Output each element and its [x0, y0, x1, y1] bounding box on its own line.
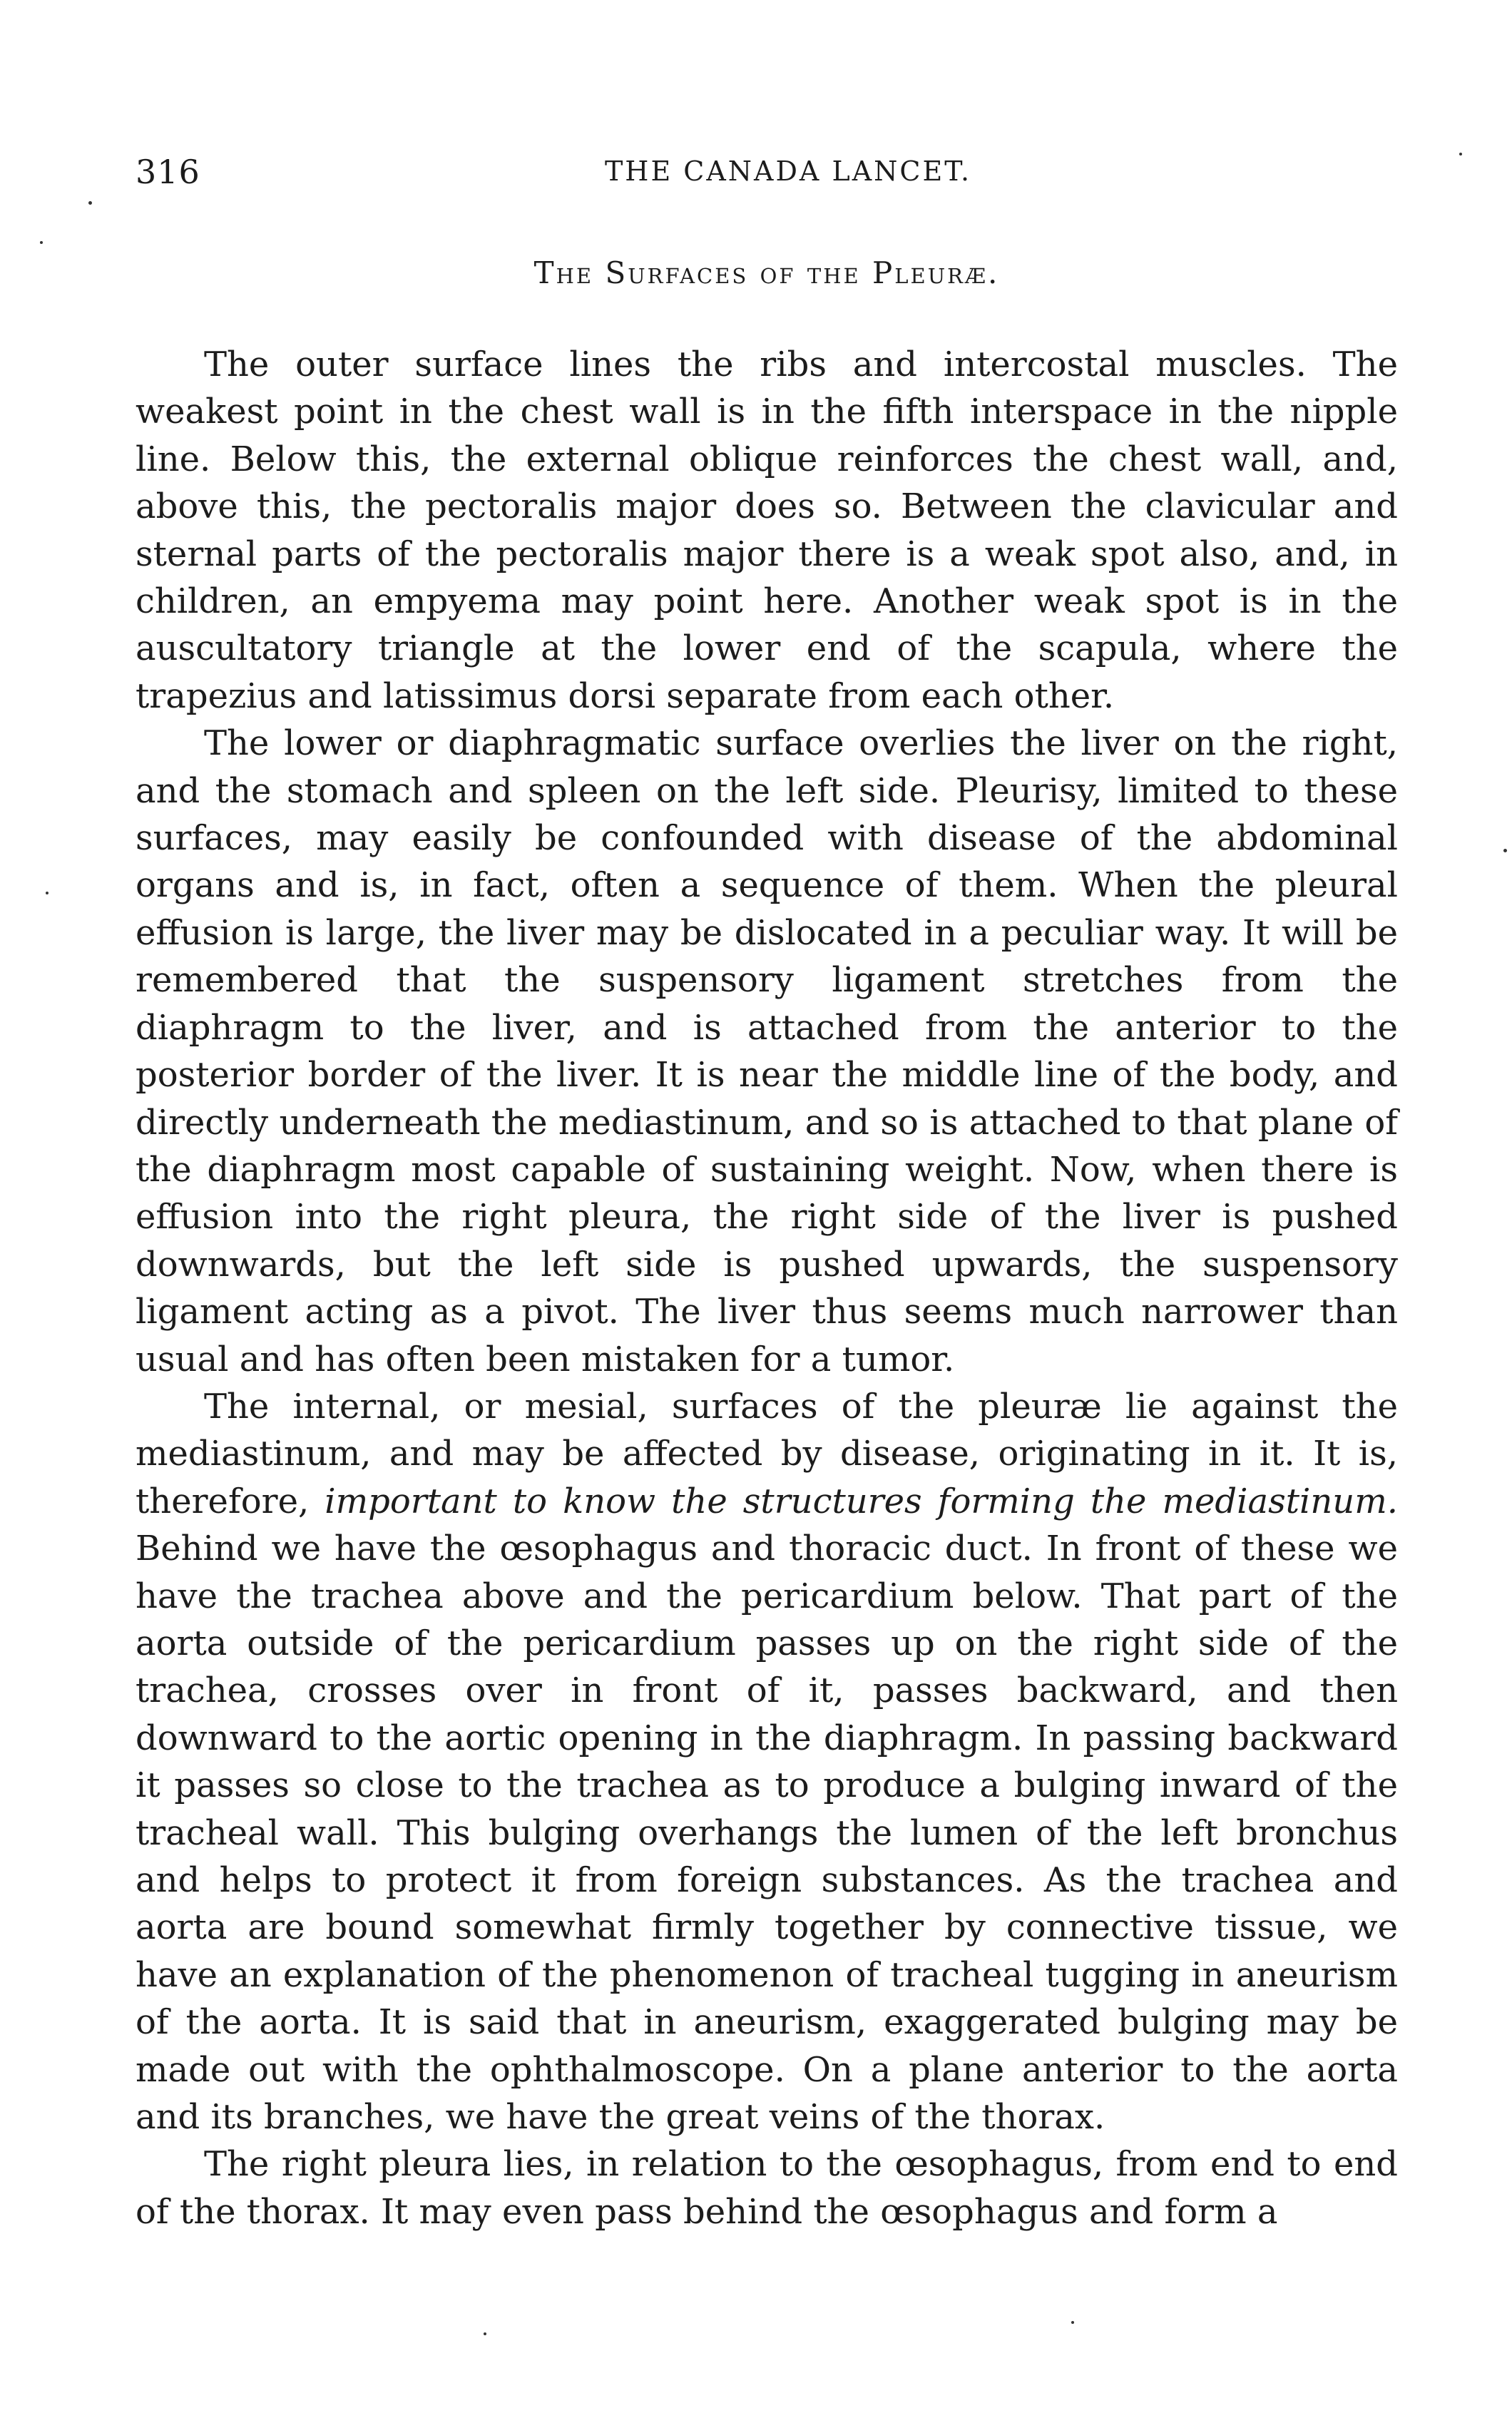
mesial-text-start: The internal, or mesial, surfaces of the pleuræ lie against the mediastinum, and may be affected by disease, originating in it. It is, therefore, [136, 1386, 1398, 1521]
paragraph-diaphragmatic-surface: The lower or diaphragmatic surface overlies the liver on the right, and the stomach and spleen on the left side. Pleurisy, limited to these surfaces, may easily be confounded with disease of the abdominal organs and is, in fact, often a sequence of them. When the pleural effusion is large, the liver may be dislocated in a peculiar way. It will be remembered that the suspensory ligament stretches from the diaphragm to the liver, and is attached from the anterior to the posterior border of the liver. It is near the middle line of the body, and directly underneath the mediastinum, and so is attached to that plane of the diaphragm most capable of sustaining weight. Now, when there is effusion into the right pleura, the right side of the liver is pushed downwards, but the left side is pushed upwards, the suspensory ligament acting as a pivot. The liver thus seems much narrower than usual and has often been mistaken for a tumor. [136, 723, 1398, 1379]
running-head: THE CANADA LANCET. [604, 155, 972, 187]
scan-speck [1503, 849, 1507, 852]
paragraph-mesial-surface [136, 1383, 1398, 2141]
scan-speck [484, 2332, 486, 2335]
paragraph-outer-surface: The outer surface lines the ribs and intercostal muscles. The weakest point in the chest wall is in the fifth interspace in the nipple line. Below this, the external oblique reinforces the chest wall, and, above this, the pectoralis major does so. Between the clavicular and sternal parts of the pectoralis major there is a weak spot also, and, in children, an empyema may point here. Another weak spot is in the auscultatory triangle at the lower end of the scapula, where the trapezius and latissimus dorsi separate from each other. [136, 345, 1398, 716]
scan-speck [46, 892, 48, 894]
paragraph-right-pleura: The right pleura lies, in relation to the œsophagus, from end to end of the thorax. It may even pass behind the œsophagus and form a [136, 2144, 1398, 2232]
section-title: The Surfaces of the Pleuræ. [533, 255, 1000, 290]
page-number: 316 [136, 153, 200, 191]
scan-speck [1071, 2321, 1074, 2324]
scan-speck [88, 201, 92, 205]
italic-emphasis: important to know the structures forming the mediastinum. [325, 1481, 1398, 1521]
scan-speck [1459, 153, 1462, 155]
body-text [136, 341, 1398, 2235]
mesial-text-end: Behind we have the œsophagus and thoracic duct. In front of these we have the trachea above and the pericardium below. That part of the aorta outside of the pericardium passes up on the right side of the trachea, crosses over in front of it, passes backward, and then downward to the aortic opening in the diaphragm. In passing backward it passes so close to the trachea as to produce a bulging inward of the tracheal wall. This bulging overhangs the lumen of the left bronchus and helps to protect it from foreign substances. As the trachea and aorta are bound somewhat firmly together by connective tissue, we have an explanation of the phenomenon of tracheal tugging in aneurism of the aorta. It is said that in aneurism, exaggerated bulging may be made out with the ophthalmoscope. On a plane anterior to the aorta and its branches, we have the great veins of the thorax. [136, 1529, 1398, 2138]
scan-speck [40, 241, 43, 244]
page-header [136, 153, 1398, 195]
